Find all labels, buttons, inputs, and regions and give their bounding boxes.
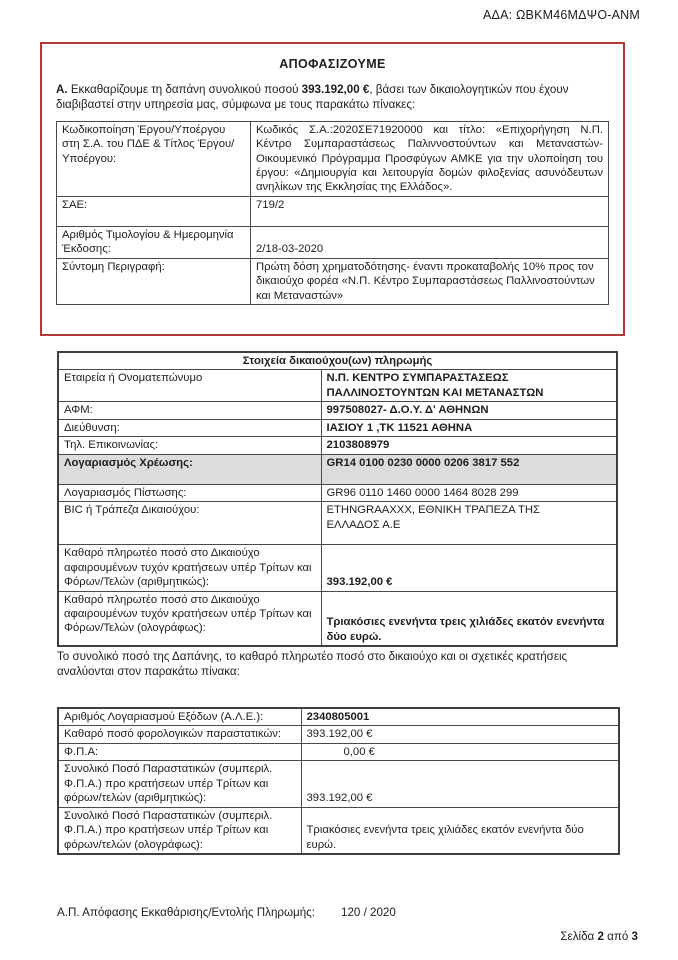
project-info-table — [56, 121, 609, 306]
row-label: Αριθμός Λογαριασμού Εξόδων (Α.Λ.Ε.): — [58, 708, 301, 726]
row-label: Συνολικό Ποσό Παραστατικών (συμπεριλ. Φ.Π.Α.) προ κρατήσεων υπέρ Τρίτων και φόρων/τελών (ολογράφως): — [58, 807, 301, 854]
row-value: ΙΑΣΙΟΥ 1 ,ΤΚ 11521 ΑΘΗΝΑ — [321, 419, 617, 436]
row-label: Εταιρεία ή Ονοματεπώνυμο — [58, 370, 321, 402]
paragraph-text-before-amount: Εκκαθαρίζουμε τη δαπάνη συνολικού ποσού — [67, 83, 302, 96]
row-value: GR96 0110 1460 0000 1464 8028 299 — [321, 484, 617, 501]
row-value: 2103808979 — [321, 437, 617, 454]
page-of-word: από — [607, 930, 629, 943]
paragraph-text-after-amount: , βάσει των δικαιολογητικών που έχουν διαβιβαστεί στην υπηρεσία μας, σύμφωνα με τους παρακάτω πίνακες: — [56, 83, 569, 112]
row-value: Ν.Π. ΚΕΝΤΡΟ ΣΥΜΠΑΡΑΣΤΑΣΕΩΣ ΠΑΛΛΙΝΟΣΤΟΥΝΤΩΝ ΚΑΙ ΜΕΤΑΝΑΣΤΩΝ — [321, 370, 617, 402]
row-value: Τριακόσιες ενενήντα τρεις χιλιάδες εκατόν ενενήντα δύο ευρώ. — [301, 807, 619, 854]
footer-reference — [57, 906, 396, 919]
table-row-net-amount-numeric — [58, 545, 617, 591]
table-row-net-amount-words — [58, 591, 617, 646]
row-label: Κωδικοποίηση Έργου/Υποέργου στη Σ.Α. του ΠΔΕ & Τίτλος Έργου/Υποέργου: — [57, 121, 251, 196]
row-value: Τριακόσιες ενενήντα τρεις χιλιάδες εκατόν ενενήντα δύο ευρώ. — [321, 591, 617, 646]
row-label: ΑΦΜ: — [58, 402, 321, 419]
table-row-invoice — [57, 226, 609, 258]
table-row-debit-account — [58, 454, 617, 484]
row-value: 393.192,00 € — [301, 761, 619, 807]
row-value: 393.192,00 € — [301, 726, 619, 743]
table-header-row — [58, 352, 617, 370]
row-label: Διεύθυνση: — [58, 419, 321, 436]
table-row-sae — [57, 196, 609, 226]
row-value: GR14 0100 0230 0000 0206 3817 552 — [321, 454, 617, 484]
row-value — [321, 502, 617, 545]
row-label: Λογαριασμός Πίστωσης: — [58, 484, 321, 501]
decision-box — [40, 42, 625, 336]
decision-paragraph — [56, 82, 609, 113]
paragraph-prefix: Α. — [56, 83, 68, 96]
row-label: Καθαρό ποσό φορολογικών παραστατικών: — [58, 726, 301, 743]
row-value: Κωδικός Σ.Α.:2020ΣΕ71920000 και τίτλο: «Επιχορήγηση Ν.Π. Κέντρο Συμπαραστάσεως Παλιννοστούντων και Μεταναστών- Οικουμενικό Πρόγραμμα Προσφύγων ΑΜΚΕ για την υλοποίηση του έργου: «Δημιουργία και λειτουργία δομών φιλοξενίας ασυνόδευτων ανηλίκων της Εκκλησίας της Ελλάδος». — [251, 121, 609, 196]
row-label: Αριθμός Τιμολογίου & Ημερομηνία Έκδοσης: — [57, 226, 251, 258]
footer-reference-number: 120 / 2020 — [341, 906, 396, 919]
page-word: Σελίδα — [560, 930, 595, 943]
bic-bank-value: ETHNGRAAXXX, ΕΘΝΙΚΗ ΤΡΑΠΕΖΑ ΤΗΣ ΕΛΛΑΔΟΣ Α.Ε — [326, 504, 541, 531]
row-value: 997508027- Δ.Ο.Υ. Δ' ΑΘΗΝΩΝ — [321, 402, 617, 419]
row-label: BIC ή Τράπεζα Δικαιούχου: — [58, 502, 321, 545]
beneficiary-table-title: Στοιχεία δικαιούχου(ων) πληρωμής — [58, 352, 617, 370]
row-value: 393.192,00 € — [321, 545, 617, 591]
table-row-address — [58, 419, 617, 436]
table-row-company-name — [58, 370, 617, 402]
row-label: Φ.Π.Α: — [58, 743, 301, 760]
table-row-net-tax-docs — [58, 726, 619, 743]
ada-code: ΑΔΑ: ΩΒΚΜ46ΜΔΨΟ-ΑΝΜ — [483, 8, 640, 22]
table-row-vat — [58, 743, 619, 760]
row-label: Σύντομη Περιγραφή: — [57, 258, 251, 304]
row-label: Καθαρό πληρωτέο ποσό στο Δικαιούχο αφαιρουμένων τυχόν κρατήσεων υπέρ Τρίτων και Φόρων/Τελών (ολογράφως): — [58, 591, 321, 646]
row-value: 2/18-03-2020 — [251, 226, 609, 258]
total-amount: 393.192,00 € — [301, 83, 370, 96]
footer-reference-label: Α.Π. Απόφασης Εκκαθάρισης/Εντολής Πληρωμής: — [57, 906, 315, 919]
row-label: ΣΑΕ: — [57, 196, 251, 226]
row-value: Πρώτη δόση χρηματοδότησης- έναντι προκαταβολής 10% προς τον δικαιούχο φορέα «Ν.Π. Κέντρο Συμπαραστάσεως Παλλινοστούντων και Μεταναστών» — [251, 258, 609, 304]
table-row-credit-account — [58, 484, 617, 501]
page-total: 3 — [631, 930, 638, 943]
page-current: 2 — [597, 930, 604, 943]
row-label: Συνολικό Ποσό Παραστατικών (συμπεριλ. Φ.Π.Α.) προ κρατήσεων υπέρ Τρίτων και φόρων/τελών (αριθμητικώς): — [58, 761, 301, 807]
row-value: 2340805001 — [301, 708, 619, 726]
table-row-phone — [58, 437, 617, 454]
row-value: 0,00 € — [301, 743, 619, 760]
table-row-bic-bank — [58, 502, 617, 545]
row-label: Λογαριασμός Χρέωσης: — [58, 454, 321, 484]
table-row-project-code — [57, 121, 609, 196]
amounts-table — [57, 707, 620, 855]
table-row-total-words — [58, 807, 619, 854]
table-row-description — [57, 258, 609, 304]
table-row-afm — [58, 402, 617, 419]
beneficiary-table — [57, 351, 618, 647]
row-label: Καθαρό πληρωτέο ποσό στο Δικαιούχο αφαιρουμένων τυχόν κρατήσεων υπέρ Τρίτων και Φόρων/Τελών (αριθμητικώς): — [58, 545, 321, 591]
page-indicator — [560, 930, 638, 943]
table-row-ale — [58, 708, 619, 726]
table-row-total-numeric — [58, 761, 619, 807]
decision-heading: ΑΠΟΦΑΣΙΖΟΥΜΕ — [279, 57, 386, 71]
row-value: 719/2 — [251, 196, 609, 226]
row-label: Τηλ. Επικοινωνίας: — [58, 437, 321, 454]
analysis-paragraph: Το συνολικό ποσό της Δαπάνης, το καθαρό πληρωτέο ποσό στο δικαιούχο και οι σχετικές κρατήσεις αναλύονται στον παρακάτω πίνακα: — [57, 650, 568, 679]
